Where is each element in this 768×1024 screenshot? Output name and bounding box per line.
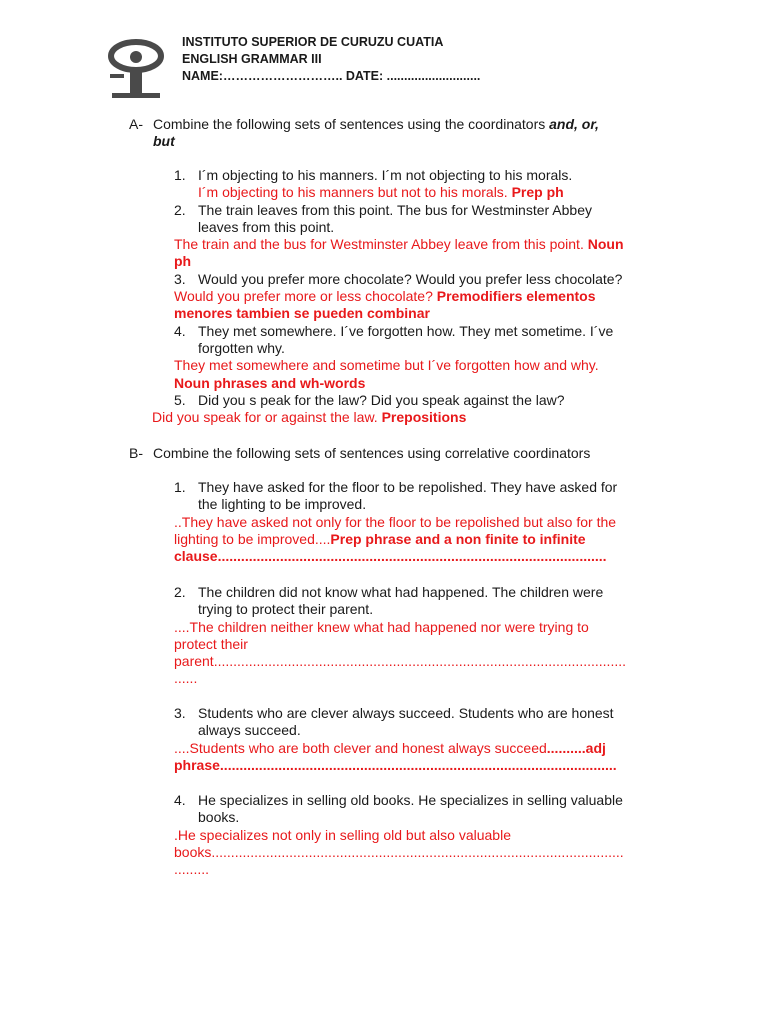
section-b-item-3: 3. Students who are clever always succeed. Students who are honest always succeed. ....Students who are both clever and honest always succeed..........adj phrase...................................................................................................... xyxy=(174,705,617,773)
course-name: ENGLISH GRAMMAR III xyxy=(182,52,322,66)
section-a-title: A- Combine the following sets of sentences using the coordinators and, or, but xyxy=(129,116,599,150)
institute-logo-icon xyxy=(108,38,164,100)
section-b-title: B- Combine the following sets of sentences using correlative coordinators xyxy=(129,445,591,461)
section-b-item-4: 4. He specializes in selling old books. He specializes in selling valuable books. .He specializes not only in selling old but also valuable books.......................................................................................................... ......... xyxy=(174,792,624,878)
section-b-item-1: 1. They have asked for the floor to be repolished. They have asked for the lighting to be improved. ..They have asked not only for the floor to be repolished but also for the lighting to be improved....Prep phrase and a non finite to infinite clause.................................................................................................... xyxy=(174,479,618,565)
section-a-item-1: 1. I´m objecting to his manners. I´m not objecting to his morals. I´m objecting to his manners but not to his morals. Prep ph 2. The train leaves from this point. The bus for Westminster Abbey leaves from this point. The train and the bus for Westminster Abbey leave from this point. Noun ph 3. Would you prefer more chocolate? Would you prefer less chocolate? Would you prefer more or less chocolate? Premodifiers elementos menores tambien se pueden combinar 4. They met somewhere. I´ve forgotten how. They met sometime. I´ve forgotten why. They met somewhere and sometime but I´ve forgotten how and why. Noun phrases and wh-words 5. Did you s peak for the law? Did you speak against the law? xyxy=(174,167,624,408)
name-date-line: NAME:……………………….. DATE: ........................... xyxy=(182,69,481,83)
section-letter: B- xyxy=(129,445,143,461)
section-b-item-2: 2. The children did not know what had happened. The children were trying to protect their parent. ....The children neither knew what had happened nor were trying to protect their parent.......................................................................................................... ...... xyxy=(174,584,626,687)
institution-name: INSTITUTO SUPERIOR DE CURUZU CUATIA xyxy=(182,35,444,49)
section-a-item-5-answer: Did you speak for or against the law. Prepositions xyxy=(152,409,467,425)
section-letter: A- xyxy=(129,116,143,132)
